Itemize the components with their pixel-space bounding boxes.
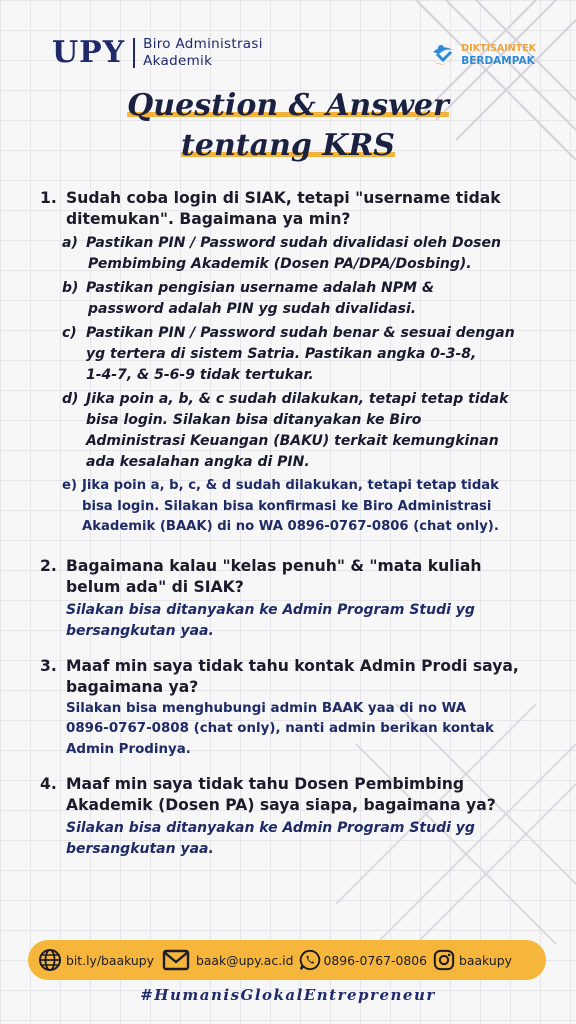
whatsapp-link[interactable] (299, 949, 427, 971)
answer-line: Admin Prodinya. (66, 741, 191, 757)
page-title (0, 86, 576, 166)
instagram-icon (433, 949, 455, 971)
answer-4 (66, 818, 550, 860)
answer-line: Silakan bisa ditanyakan ke Admin Program Studi yg (66, 601, 475, 618)
logo-line2: Akademik (143, 53, 213, 69)
instagram-link[interactable] (433, 949, 512, 971)
answer-line: bersangkutan yaa. (66, 841, 214, 857)
item-letter: b) (62, 280, 79, 296)
item-letter: c) (62, 325, 77, 341)
instagram-text: baakupy (459, 952, 512, 968)
answer-item-e (62, 476, 550, 538)
answer-list-1 (62, 233, 550, 538)
question-line: Maaf min saya tidak tahu Dosen Pembimbing (66, 775, 465, 793)
answer-item-b (62, 278, 550, 320)
question-2 (40, 556, 550, 598)
hashtag: #HumanisGlokalEntrepreneur (140, 986, 436, 1004)
answer-2 (66, 600, 550, 642)
question-block-3 (40, 656, 550, 761)
email-text: baak@upy.ac.id (195, 952, 294, 968)
logo-divider (133, 38, 135, 68)
header (52, 36, 536, 76)
logo-line1: Biro Administrasi (143, 36, 263, 52)
question-block-1 (40, 188, 550, 538)
item-line: ada kesalahan angka di PIN. (86, 454, 310, 470)
partner-line1: DIKTISAINTEK (461, 43, 536, 54)
item-letter: a) (62, 235, 78, 251)
item-line: Pembimbing Akademik (Dosen PA/DPA/Dosbing). (88, 256, 472, 272)
question-line: ditemukan". Bagaimana ya min? (66, 210, 351, 228)
item-line: Pastikan pengisian username adalah NPM & (86, 280, 435, 296)
item-line: Pastikan PIN / Password sudah benar & sesuai dengan (86, 325, 515, 341)
answer-line: Silakan bisa ditanyakan ke Admin Program Studi yg (66, 820, 475, 836)
question-block-2 (40, 556, 550, 642)
question-line: Maaf min saya tidak tahu kontak Admin Prodi saya, (66, 656, 519, 675)
partner-emblem-icon (427, 40, 457, 70)
item-line: 1-4-7, & 5-6-9 tidak tertukar. (86, 367, 314, 383)
title-line1: Question & Answer (127, 88, 449, 123)
answer-line: 0896-0767-0808 (chat only), nanti admin berikan kontak (66, 721, 494, 736)
item-line: Pastikan PIN / Password sudah divalidasi oleh Dosen (86, 235, 501, 251)
item-letter: d) (62, 391, 79, 407)
contact-bar (28, 940, 546, 980)
email-link[interactable] (162, 949, 294, 971)
item-line: yg tertera di sistem Satria. Pastikan angka 0-3-8, (86, 346, 477, 362)
answer-item-a (62, 233, 550, 275)
item-line: bisa login. Silakan bisa konfirmasi ke Biro Administrasi (82, 498, 492, 514)
partner-logo (427, 40, 536, 70)
item-line: bisa login. Silakan bisa ditanyakan ke Biro (86, 412, 422, 428)
mail-icon (162, 949, 190, 971)
question-line: Bagaimana kalau "kelas penuh" & "mata kuliah (66, 556, 482, 575)
partner-text (461, 43, 536, 67)
question-line: bagaimana ya? (66, 677, 199, 696)
question-number: 3. (40, 656, 57, 675)
globe-icon (38, 948, 62, 972)
question-4 (40, 774, 550, 816)
whatsapp-text: 0896-0767-0806 (323, 952, 427, 968)
answer-item-d (62, 389, 550, 473)
item-letter: e) (62, 478, 77, 493)
answer-line: bersangkutan yaa. (66, 622, 214, 639)
whatsapp-icon (299, 949, 321, 971)
item-line: password adalah PIN yg sudah divalidasi. (88, 301, 417, 317)
question-3 (40, 656, 550, 698)
item-line: Administrasi Keuangan (BAKU) terkait kemungkinan (86, 433, 499, 449)
question-1 (40, 188, 550, 230)
title-line2: tentang KRS (181, 128, 395, 163)
question-line: Akademik (Dosen PA) saya siapa, bagaimana ya? (66, 796, 496, 814)
partner-line2: BERDAMPAK (461, 55, 535, 67)
answer-3 (66, 699, 550, 761)
upy-logo (52, 36, 263, 70)
answer-line: Silakan bisa menghubungi admin BAAK yaa di no WA (66, 700, 467, 716)
item-line: Akademik (BAAK) di no WA 0896-0767-0806 (chat only). (82, 519, 499, 534)
logo-text (143, 36, 263, 70)
logo-mark: UPY (52, 35, 126, 70)
question-block-4 (40, 774, 550, 860)
website-link[interactable] (38, 948, 154, 972)
question-number: 1. (40, 189, 57, 207)
qa-content (40, 188, 550, 860)
question-number: 4. (40, 775, 57, 793)
item-line: Jika poin a, b, c, & d sudah dilakukan, tetapi tetap tidak (82, 478, 499, 493)
item-line: Jika poin a, b, & c sudah dilakukan, tetapi tetap tidak (86, 391, 509, 407)
website-text: bit.ly/baakupy (66, 952, 154, 968)
question-number: 2. (40, 556, 57, 575)
question-line: Sudah coba login di SIAK, tetapi "username tidak (66, 189, 501, 207)
question-line: belum ada" di SIAK? (66, 577, 244, 596)
answer-item-c (62, 323, 550, 386)
